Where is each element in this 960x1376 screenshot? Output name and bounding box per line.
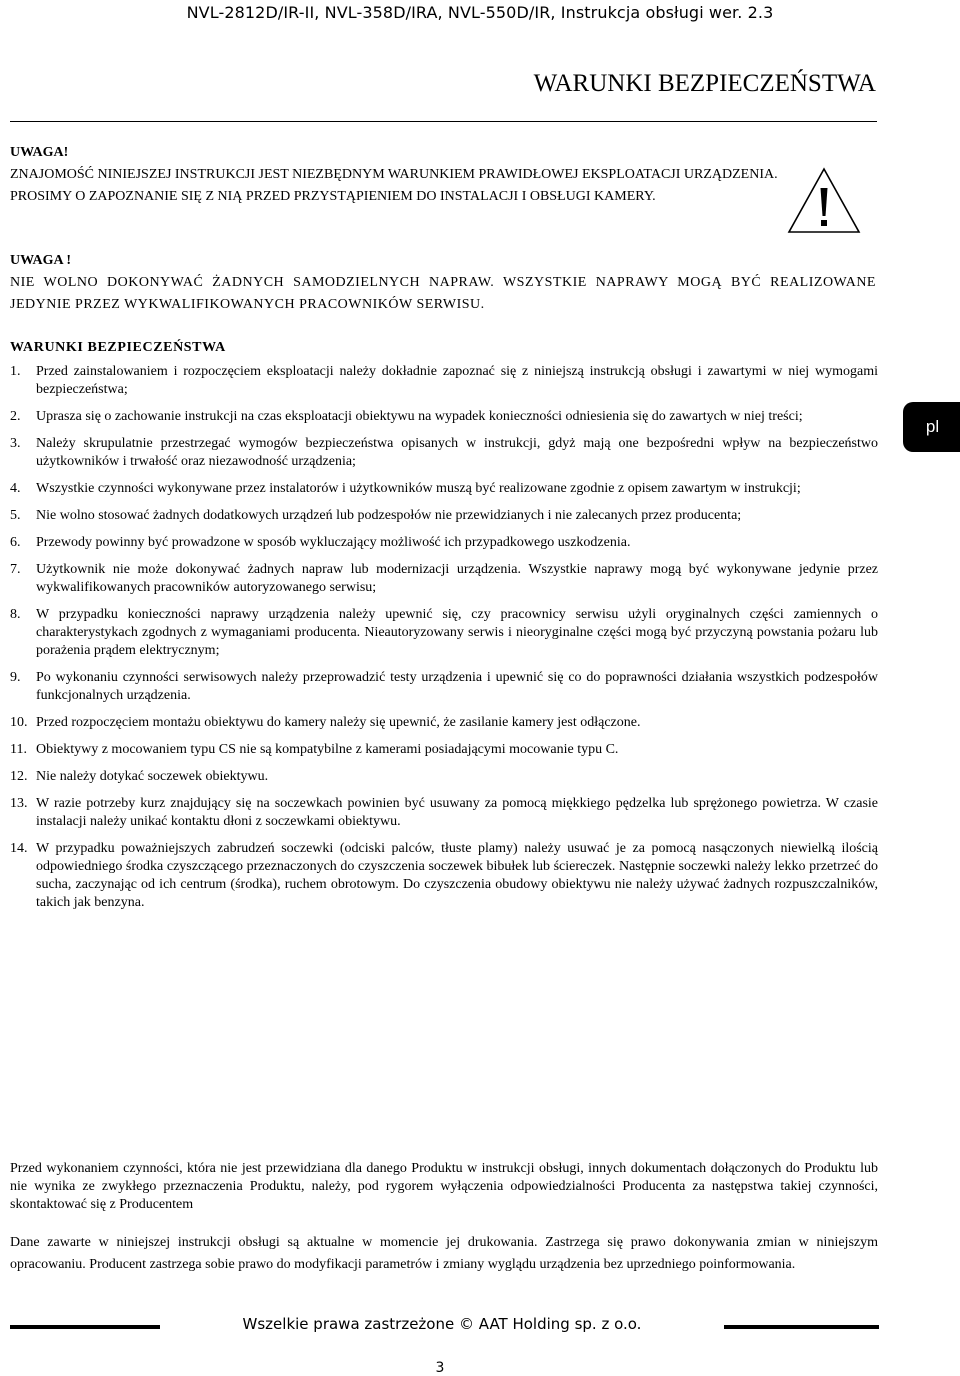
list-item bbox=[10, 507, 878, 525]
list-item bbox=[10, 534, 878, 552]
list-item bbox=[10, 669, 878, 705]
list-item bbox=[10, 408, 878, 426]
list-item-number: 4. bbox=[10, 481, 21, 496]
list-item-text: W przypadku poważniejszych zabrudzeń soczewki (odciski palców, tłuste plamy) należy usuwać je za pomocą nasączonych niewielką ilością odpowiedniego środka czyszczącego przeznaczonych do czyszczenia soczewek bibułek lub ściereczek. Następnie soczewki należy lekko przetrzeć do sucha, zaczynając od ich centrum (środka), ruchem obrotowym. Do czyszczenia obudowy obiektywu nie należy używać żadnych rozpuszczalników, takich jak benzyna. bbox=[36, 841, 878, 910]
list-item bbox=[10, 363, 878, 399]
warning-text-1: ZNAJOMOŚĆ NINIEJSZEJ INSTRUKCJI JEST NIEZBĘDNYM WARUNKIEM PRAWIDŁOWEJ EKSPLOATACJI URZĄDZENIA. bbox=[10, 167, 778, 182]
language-tab: pl bbox=[903, 402, 960, 452]
warning-text-2: PROSIMY O ZAPOZNANIE SIĘ Z NIĄ PRZED PRZYSTĄPIENIEM DO INSTALACJI I OBSŁUGI KAMERY. bbox=[10, 189, 656, 204]
list-item-number: 14. bbox=[10, 841, 28, 856]
data-validity-note: Dane zawarte w niniejszej instrukcji obsługi są aktualne w momencie jej drukowania. Zastrzega się prawo dokonywania zmian w niniejszym opracowaniu. Producent zastrzega sobie prawo do modyfikacji parametrów i zmiany wyglądu urządzenia bez uprzedniego poinformowania. bbox=[10, 1235, 878, 1272]
warning-heading: UWAGA ! bbox=[10, 253, 72, 268]
list-item-text: Przewody powinny być prowadzone w sposób wykluczający możliwość ich przypadkowego uszkodzenia. bbox=[36, 535, 631, 550]
list-item-number: 10. bbox=[10, 715, 28, 730]
list-item-number: 9. bbox=[10, 670, 21, 685]
list-item-text: Nie należy dotykać soczewek obiektywu. bbox=[36, 769, 269, 784]
warning-heading: UWAGA! bbox=[10, 145, 69, 160]
list-item-text: Po wykonaniu czynności serwisowych należy przeprowadzić testy urządzenia i upewnić się co do poprawności działania wszystkich podzespołów funkcjonalnych urządzenia. bbox=[36, 670, 878, 703]
list-item-number: 13. bbox=[10, 796, 28, 811]
list-item bbox=[10, 795, 878, 831]
list-item-number: 12. bbox=[10, 769, 28, 784]
list-item-text: W przypadku konieczności naprawy urządzenia należy upewnić się, czy pracownicy serwisu użyli oryginalnych części zamiennych o charakterystykach zgodnych z wymaganiami producenta. Nieautoryzowany serwis i nieoryginalne części mogą być przyczyną powstania pożaru lub porażenia prądem elektrycznym; bbox=[36, 607, 878, 658]
safety-conditions-list bbox=[10, 363, 878, 921]
warning-triangle-icon bbox=[786, 166, 862, 236]
list-item-text: W razie potrzeby kurz znajdujący się na soczewkach powinien być usuwany za pomocą miękkiego pędzelka lub sprężonego powietrza. W czasie instalacji należy unikać kontaktu dłoni z soczewkami obiektywu. bbox=[36, 796, 878, 829]
title-underline bbox=[10, 121, 877, 122]
list-item bbox=[10, 840, 878, 912]
disclaimer-note: Przed wykonaniem czynności, która nie jest przewidziana dla danego Produktu w instrukcji obsługi, innych dokumentach dołączonych do Produktu lub nie wynika ze zwykłego przeznaczenia Produktu, należy, pod rygorem wyłączenia odpowiedzialności Producenta za następstwa takiej czynności, skontaktować się z Producentem bbox=[10, 1161, 878, 1212]
warning-block-2 bbox=[10, 250, 876, 316]
warning-block-1 bbox=[10, 142, 790, 208]
warning-text: NIE WOLNO DOKONYWAĆ ŻADNYCH SAMODZIELNYCH NAPRAW. WSZYSTKIE NAPRAWY MOGĄ BYĆ REALIZOWANE JEDYNIE PRZEZ WYKWALIFIKOWANYCH PRACOWNIKÓW SERWISU. bbox=[10, 275, 876, 312]
list-item-text: Przed rozpoczęciem montażu obiektywu do kamery należy się upewnić, że zasilanie kamery jest odłączone. bbox=[36, 715, 641, 730]
list-item bbox=[10, 561, 878, 597]
section-title: WARUNKI BEZPIECZEŃSTWA bbox=[533, 70, 876, 97]
list-item-number: 6. bbox=[10, 535, 21, 550]
list-item bbox=[10, 480, 878, 498]
list-item-number: 1. bbox=[10, 364, 21, 379]
list-item-number: 8. bbox=[10, 607, 21, 622]
list-item-text: Uprasza się o zachowanie instrukcji na czas eksploatacji obiektywu na wypadek konieczności odniesienia się do zawartych w niej treści; bbox=[36, 409, 803, 424]
list-item-number: 3. bbox=[10, 436, 21, 451]
list-item-text: Użytkownik nie może dokonywać żadnych napraw lub modernizacji urządzenia. Wszystkie naprawy mogą być wykonywane jedynie przez wykwalifikowanych pracowników autoryzowanego serwisu; bbox=[36, 562, 878, 595]
list-item bbox=[10, 606, 878, 660]
list-item bbox=[10, 714, 878, 732]
list-item-number: 7. bbox=[10, 562, 21, 577]
list-item-number: 5. bbox=[10, 508, 21, 523]
list-item-text: Obiektywy z mocowaniem typu CS nie są kompatybilne z kamerami posiadającymi mocowanie typu C. bbox=[36, 742, 619, 757]
document-header: NVL-2812D/IR-II, NVL-358D/IRA, NVL-550D/IR, Instrukcja obsługi wer. 2.3 bbox=[186, 3, 774, 22]
list-item bbox=[10, 435, 878, 471]
list-item-number: 11. bbox=[10, 742, 27, 757]
list-item-number: 2. bbox=[10, 409, 21, 424]
copyright-text: Wszelkie prawa zastrzeżone © AAT Holding sp. z o.o. bbox=[242, 1315, 642, 1333]
list-item bbox=[10, 768, 878, 786]
list-item bbox=[10, 741, 878, 759]
conditions-heading: WARUNKI BEZPIECZEŃSTWA bbox=[10, 340, 226, 355]
list-item-text: Przed zainstalowaniem i rozpoczęciem eksploatacji należy dokładnie zapoznać się z niniejszą instrukcją obsługi i zawartymi w niej wymogami bezpieczeństwa; bbox=[36, 364, 878, 397]
list-item-text: Należy skrupulatnie przestrzegać wymogów bezpieczeństwa opisanych w instrukcji, gdyż mają one bezpośredni wpływ na bezpieczeństwo użytkowników i trwałość oraz niezawodność urządzenia; bbox=[36, 436, 878, 469]
list-item-text: Nie wolno stosować żadnych dodatkowych urządzeń lub podzespołów nie przewidzianych i nie zalecanych przez producenta; bbox=[36, 508, 742, 523]
page-number: 3 bbox=[435, 1360, 445, 1376]
footer-rule-left bbox=[10, 1325, 160, 1329]
footer-rule-right bbox=[724, 1325, 879, 1329]
list-item-text: Wszystkie czynności wykonywane przez instalatorów i użytkowników muszą być realizowane zgodnie z opisem zawartym w instrukcji; bbox=[36, 481, 801, 496]
